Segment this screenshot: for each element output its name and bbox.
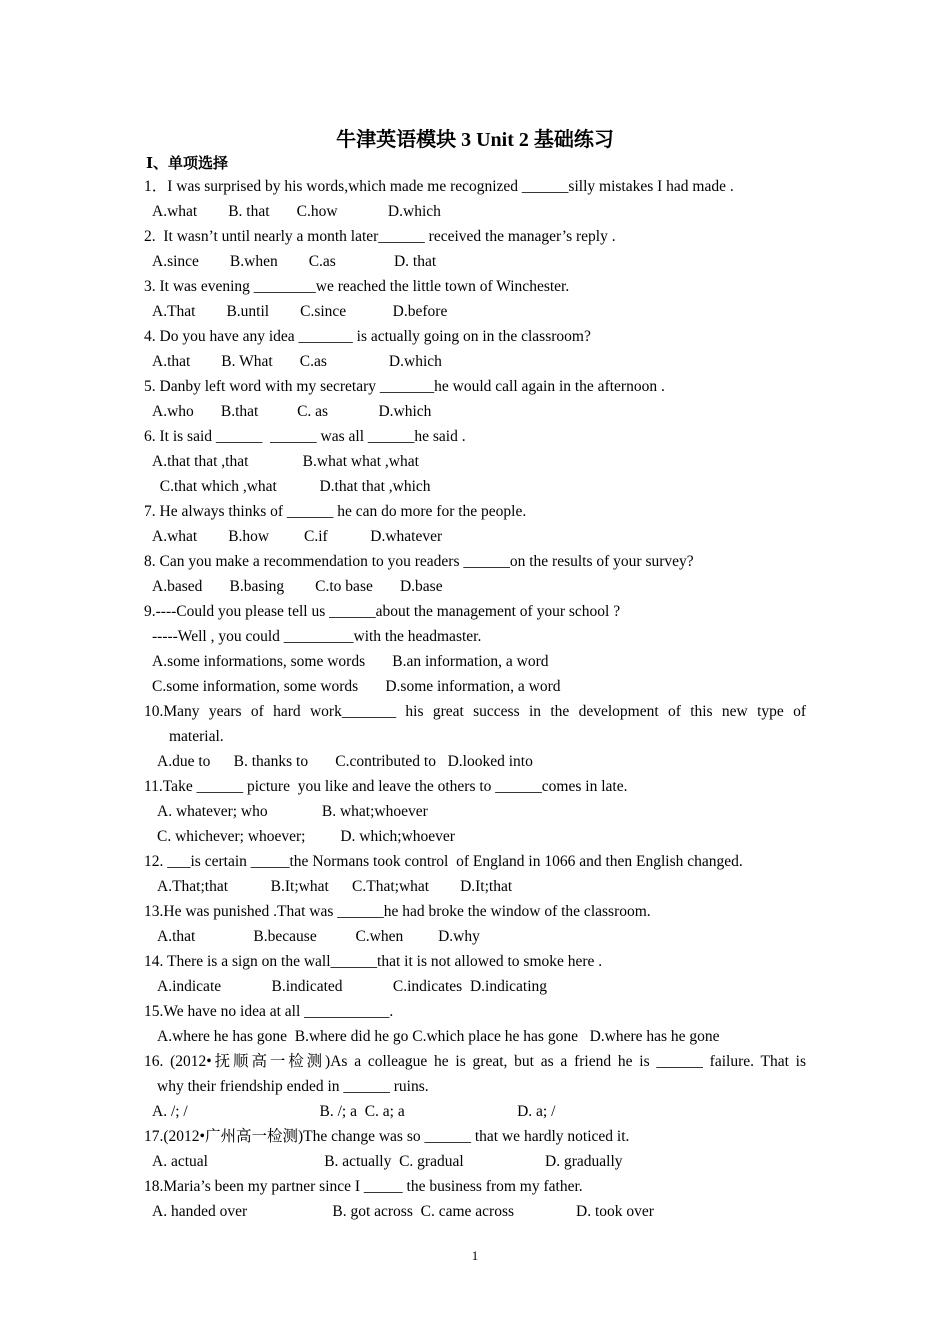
question-11-options-cd: C. whichever; whoever; D. which;whoever — [157, 828, 455, 845]
question-1: 1．I was surprised by his words,which made me recognized ______silly mistakes I had made . — [144, 178, 734, 195]
question-9: 9.----Could you please tell us ______about the management of your school ? — [144, 603, 621, 620]
question-18: 18.Maria’s been my partner since I _____ the business from my father. — [144, 1178, 583, 1195]
page-title: 牛津英语模块 3 Unit 2 基础练习 — [336, 129, 614, 151]
question-16-continued: why their friendship ended in ______ ruins. — [157, 1078, 429, 1095]
question-16-options: A. /; / B. /; a C. a; a D. a; / — [152, 1103, 556, 1120]
question-10: 10.Many years of hard work_______ his great success in the development of this new type of — [144, 703, 806, 720]
question-7-options: A.what B.how C.if D.whatever — [152, 528, 443, 545]
question-12: 12. ___is certain _____the Normans took control of England in 1066 and then English changed. — [144, 853, 743, 870]
question-5-options: A.who B.that C. as D.which — [152, 403, 432, 420]
question-6-options-cd: C.that which ,what D.that that ,which — [152, 478, 431, 495]
question-15-options: A.where he has gone B.where did he go C.which place he has gone D.where has he gone — [157, 1028, 720, 1045]
question-10-continued: material. — [169, 728, 224, 745]
question-5: 5. Danby left word with my secretary _______he would call again in the afternoon . — [144, 378, 665, 395]
question-9-options-ab: A.some informations, some words B.an information, a word — [152, 653, 549, 670]
question-13: 13.He was punished .That was ______he had broke the window of the classroom. — [144, 903, 651, 920]
question-4-options: A.that B. What C.as D.which — [152, 353, 442, 370]
question-10-options: A.due to B. thanks to C.contributed to D.looked into — [157, 753, 533, 770]
question-2-options: A.since B.when C.as D. that — [152, 253, 437, 270]
question-9-reply: -----Well , you could _________with the headmaster. — [152, 628, 482, 645]
question-4: 4. Do you have any idea _______ is actually going on in the classroom? — [144, 328, 591, 345]
question-6-options-ab: A.that that ,that B.what what ,what — [152, 453, 419, 470]
question-13-options: A.that B.because C.when D.why — [157, 928, 480, 945]
page-number: 1 — [471, 1248, 479, 1263]
question-list — [144, 174, 806, 1224]
question-12-options: A.That;that B.It;what C.That;what D.It;that — [157, 878, 513, 895]
question-8-options: A.based B.basing C.to base D.base — [152, 578, 443, 595]
question-2: 2. It wasn’t until nearly a month later______ received the manager’s reply . — [144, 228, 616, 245]
question-11-options-ab: A. whatever; who B. what;whoever — [157, 803, 428, 820]
question-14-options: A.indicate B.indicated C.indicates D.indicating — [157, 978, 548, 995]
question-11: 11.Take ______ picture you like and leave the others to ______comes in late. — [144, 778, 628, 795]
question-17-options: A. actual B. actually C. gradual D. gradually — [152, 1153, 623, 1170]
question-3-options: A.That B.until C.since D.before — [152, 303, 448, 320]
question-3: 3. It was evening ________we reached the little town of Winchester. — [144, 278, 570, 295]
question-16: 16. (2012•抚顺高一检测)As a colleague he is great, but as a friend he is ______ failure. That is — [144, 1053, 806, 1070]
question-15: 15.We have no idea at all ___________. — [144, 1003, 394, 1020]
question-1-options: A.what B. that C.how D.which — [152, 203, 441, 220]
question-17: 17.(2012•广州高一检测)The change was so ______ that we hardly noticed it. — [144, 1128, 630, 1145]
question-8: 8. Can you make a recommendation to you readers ______on the results of your survey? — [144, 553, 694, 570]
question-6: 6. It is said ______ ______ was all ______he said . — [144, 428, 466, 445]
question-14: 14. There is a sign on the wall______that it is not allowed to smoke here . — [144, 953, 603, 970]
question-7: 7. He always thinks of ______ he can do more for the people. — [144, 503, 527, 520]
question-18-options: A. handed over B. got across C. came across D. took over — [152, 1203, 654, 1220]
question-9-options-cd: C.some information, some words D.some information, a word — [152, 678, 561, 695]
section-heading: Ⅰ、单项选择 — [146, 156, 229, 172]
